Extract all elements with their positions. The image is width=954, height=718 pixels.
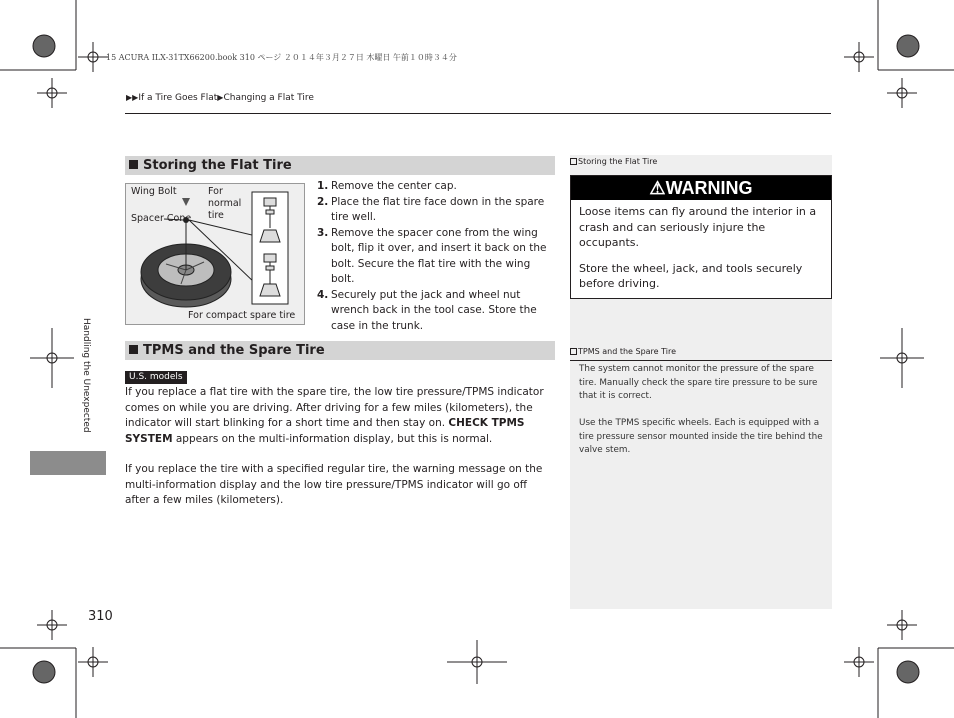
label-wing-bolt: Wing Bolt: [131, 186, 177, 197]
double-arrow-icon: ▶▶: [126, 93, 139, 102]
tire-storage-figure: [125, 183, 305, 325]
page-number: 310: [88, 609, 113, 624]
side-tab-block: [30, 451, 106, 475]
label-for-normal-tire: For normal tire: [208, 186, 242, 221]
warning-box: [570, 175, 832, 299]
header-rule: [125, 113, 831, 114]
note-title-tpms: TPMS and the Spare Tire: [570, 347, 676, 356]
arrow-icon: ▶: [217, 93, 224, 102]
note-reference-icon: [570, 158, 577, 165]
warning-triangle-icon: ⚠: [649, 178, 666, 198]
note-title-storing: Storing the Flat Tire: [570, 157, 657, 166]
square-bullet-icon: [129, 345, 138, 354]
step-item: 3. Remove the spacer cone from the wing bolt, flip it over, and insert it back on the bolt. Secure the flat tire with the wing bolt.: [317, 226, 547, 285]
warning-text-2: Store the wheel, jack, and tools securely before driving.: [579, 261, 803, 290]
label-spacer-cone: Spacer Cone: [131, 213, 192, 224]
label-for-compact-spare: For compact spare tire: [188, 310, 296, 321]
breadcrumb-level2[interactable]: Changing a Flat Tire: [223, 93, 314, 103]
tpms-paragraph-1: If you replace a flat tire with the spare tire, the low tire pressure/TPMS indicator comes on while you are driving. After driving for a few miles (kilometers), the indicator will start blinking for a short time and then stay on. CHECK TPMS SYSTEM appears on the multi-information display, but this is normal.: [125, 386, 544, 445]
tpms-note-1: The system cannot monitor the pressure of the spare tire. Manually check the spare tire pressure to be sure that it is correct.: [579, 364, 818, 401]
note-reference-icon: [570, 348, 577, 355]
tpms-note-2: Use the TPMS specific wheels. Each is equipped with a tire pressure sensor mounted inside the tire behind the valve stem.: [579, 418, 823, 455]
step-item: 4. Securely put the jack and wheel nut wrench back in the tool case. Store the case in the trunk.: [317, 288, 537, 332]
step-item: 1. Remove the center cap.: [317, 180, 457, 192]
tpms-paragraph-2: If you replace the tire with a specified regular tire, the warning message on the multi-information display and the low tire pressure/TPMS indicator will go off after a few miles (kilometers).: [125, 463, 543, 506]
side-tab-label: Handling the Unexpected: [81, 318, 91, 433]
storing-steps: [317, 179, 557, 334]
square-bullet-icon: [129, 160, 138, 169]
print-header: 15 ACURA ILX-31TX66200.book 310 ページ ２０１４年３月２７日 木曜日 午前１０時３４分: [106, 53, 457, 62]
breadcrumb: [126, 93, 314, 103]
step-item: 2. Place the flat tire face down in the spare tire well.: [317, 195, 545, 223]
us-models-badge: U.S. models: [125, 371, 187, 384]
check-tpms-message: CHECK TPMS SYSTEM: [125, 417, 525, 445]
section-heading-tpms: TPMS and the Spare Tire: [125, 341, 555, 360]
warning-text-1: Loose items can fly around the interior in a crash and can seriously injure the occupants.: [579, 205, 817, 249]
warning-header: ⚠WARNING: [571, 176, 831, 200]
note-rule: [570, 360, 832, 361]
breadcrumb-level1[interactable]: If a Tire Goes Flat: [138, 93, 218, 103]
section-heading-storing: Storing the Flat Tire: [125, 156, 555, 175]
